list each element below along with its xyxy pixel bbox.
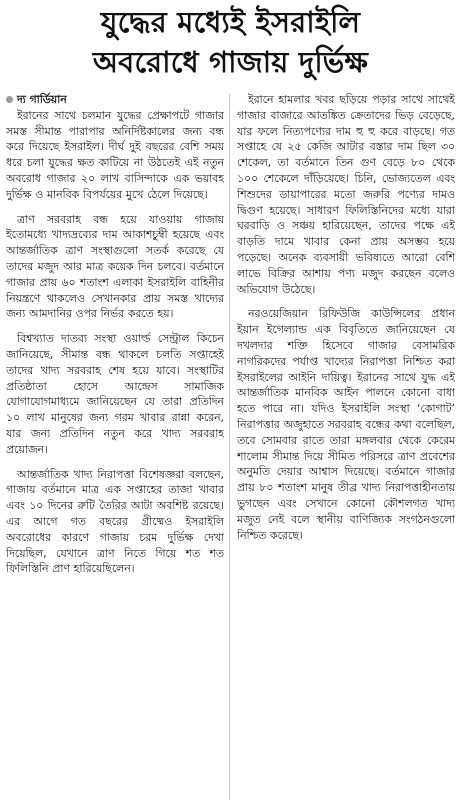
- paragraph-left-2: ত্রাণ সরবরাহ বন্ধ হয়ে যাওয়ায় গাজায় ইতোমধ্যে খাদ্যদ্রব্যের দাম আকাশচুম্বী হয়েছে এবং আন্তর্জাতিক ত্রাণ সংস্থাগুলো সতর্ক করেছে যে তাদের মজুদ আর মাত্র কয়েক দিন চলবে। বর্তমানে গাজার প্রায় ৬০ শতাংশ এলাকা ইসরাইলি বাহিনীর নিয়ন্ত্রণে থাকলেও সেখানকার প্রায় সমস্ত খাদ্যের জন্য আমদানির ওপর নির্ভর করতে হয়।: [6, 212, 224, 321]
- article-column-right: [237, 92, 455, 804]
- article-body: [6, 92, 455, 804]
- paragraph-left-3: বিশ্বখ্যাত দাতব্য সংস্থা ওয়ার্ল্ড সেন্ট্রাল কিচেন জানিয়েছে, সীমান্ত বন্ধ থাকলে চলতি সপ্তাহেই তাদের খাদ্য সরবরাহ শেষ হয়ে যাবে। সংস্থাটির প্রতিষ্ঠাতা হোসে আন্দ্রেস সামাজিক যোগাযোগমাধ্যমে জানিয়েছেন যে তারা প্রতিদিন ১০ লাখ মানুষের জন্য গরম খাবার রান্না করেন, যার জন্য প্রতিদিন নতুন করে খাদ্য সরবরাহ প্রয়োজন।: [6, 332, 224, 456]
- column-divider: [229, 94, 230, 800]
- byline-source: দ্য গার্ডিয়ান: [17, 93, 67, 106]
- paragraph-right-2: নরওয়েজিয়ান রিফিউজি কাউন্সিলের প্রধান ইয়ান ইগেল্যান্ড এক বিবৃতিতে জানিয়েছেন যে দখলদার শক্তি হিসেবে গাজার বেসামরিক নাগরিকদের পর্যাপ্ত খাদ্যের নিরাপত্তা নিশ্চিত করা ইসরাইলের আইনি দায়িত্ব। ইরানের সাথে যুদ্ধ এই আন্তর্জাতিক মানবিক আইন পালনে কোনো বাধা হতে পারে না। যদিও ইসরাইলি সংস্থা ‘কোগাট’ নিরাপত্তার অজুহাতে সরবরাহ বন্ধের কথা বলেছিল, তবে সোমবার রাতে তারা মঙ্গলবার থেকে কেরেম শালোম সীমান্ত দিয়ে সীমিত পরিসরে ত্রাণ প্রবেশের অনুমতি দেয়ার আশ্বাস দিয়েছে। বর্তমানে গাজার প্রায় ৮০ শতাংশ মানুষ তীব্র খাদ্য নিরাপত্তাহীনতায় ভুগছেন এবং সেখানে কোনো কৌশলগত খাদ্য মজুত নেই বলে স্থানীয় বাণিজ্যিক সংগঠনগুলো নিশ্চিত করেছে।: [237, 307, 455, 542]
- article-column-left: [6, 92, 224, 804]
- bullet-dot-icon: [6, 96, 13, 103]
- headline: [0, 2, 461, 82]
- headline-line-1: যুদ্ধের মধ্যেই ইসরাইলি: [100, 5, 361, 39]
- headline-line-2: অবরোধে গাজায় দুর্ভিক্ষ: [92, 45, 369, 79]
- paragraph-right-1: ইরানে হামলার খবর ছড়িয়ে পড়ার সাথে সাথেই গাজার বাজারে আতঙ্কিত ক্রেতাদের ভিড় বেড়েছে, যার ফলে নিত্যপণ্যের দাম হু হু করে বাড়ছে। গত সপ্তাহে যে ২৫ কেজি আটার বস্তার দাম ছিল ৩০ শেকেল, তা বর্তমানে তিন গুণ বেড়ে ৮০ থেকে ১০০ শেকেলে দাঁড়িয়েছে। চিনি, ভোজ্যতেল এবং শিশুদের ডায়াপারের মতো জরুরি পণ্যের দামও দ্বিগুণ হয়েছে। সাধারণ ফিলিস্তিনিদের মধ্যে যারা ঘরবাড়ি ও সঞ্চয় হারিয়েছেন, তাদের পক্ষে এই বাড়তি দামে খাবার কেনা প্রায় অসম্ভব হয়ে পড়েছে। অনেক ব্যবসায়ী ভবিষ্যতে আরো বেশি লাভে বিক্রির আশায় পণ্য মজুদ করছেন বলেও অভিযোগ উঠেছে।: [237, 93, 455, 296]
- paragraph-left-1: ইরানের সাথে চলমান যুদ্ধের প্রেক্ষাপটে গাজার সমস্ত সীমান্ত পারাপার অনির্দিষ্টকালের জন্য বন্ধ করে দিয়েছে ইসরাইল। দীর্ঘ দুই বছরের বেশি সময় ধরে চলা যুদ্ধের ক্ষত কাটিয়ে না উঠতেই এই নতুন অবরোধ গাজার ২০ লাখ বাসিন্দাকে এক ভয়াবহ দুর্ভিক্ষ ও মানবিক বিপর্যয়ের মুখে ঠেলে দিয়েছে।: [6, 108, 224, 201]
- byline: [6, 92, 224, 108]
- paragraph-left-4: আন্তর্জাতিক খাদ্য নিরাপত্তা বিশেষজ্ঞরা বলছেন, গাজায় বর্তমানে মাত্র এক সপ্তাহের তাজা খাবার এবং ১০ দিনের রুটি তৈরির আটা অবশিষ্ট রয়েছে। এর আগে গত বছরের গ্রীষ্মেও ইসরাইলি অবরোধের কারণে গাজায় চরম দুর্ভিক্ষ দেখা দিয়েছিল, যেখানে ত্রাণ নিতে গিয়ে শত শত ফিলিস্তিনি প্রাণ হারিয়েছিলেন।: [6, 467, 224, 576]
